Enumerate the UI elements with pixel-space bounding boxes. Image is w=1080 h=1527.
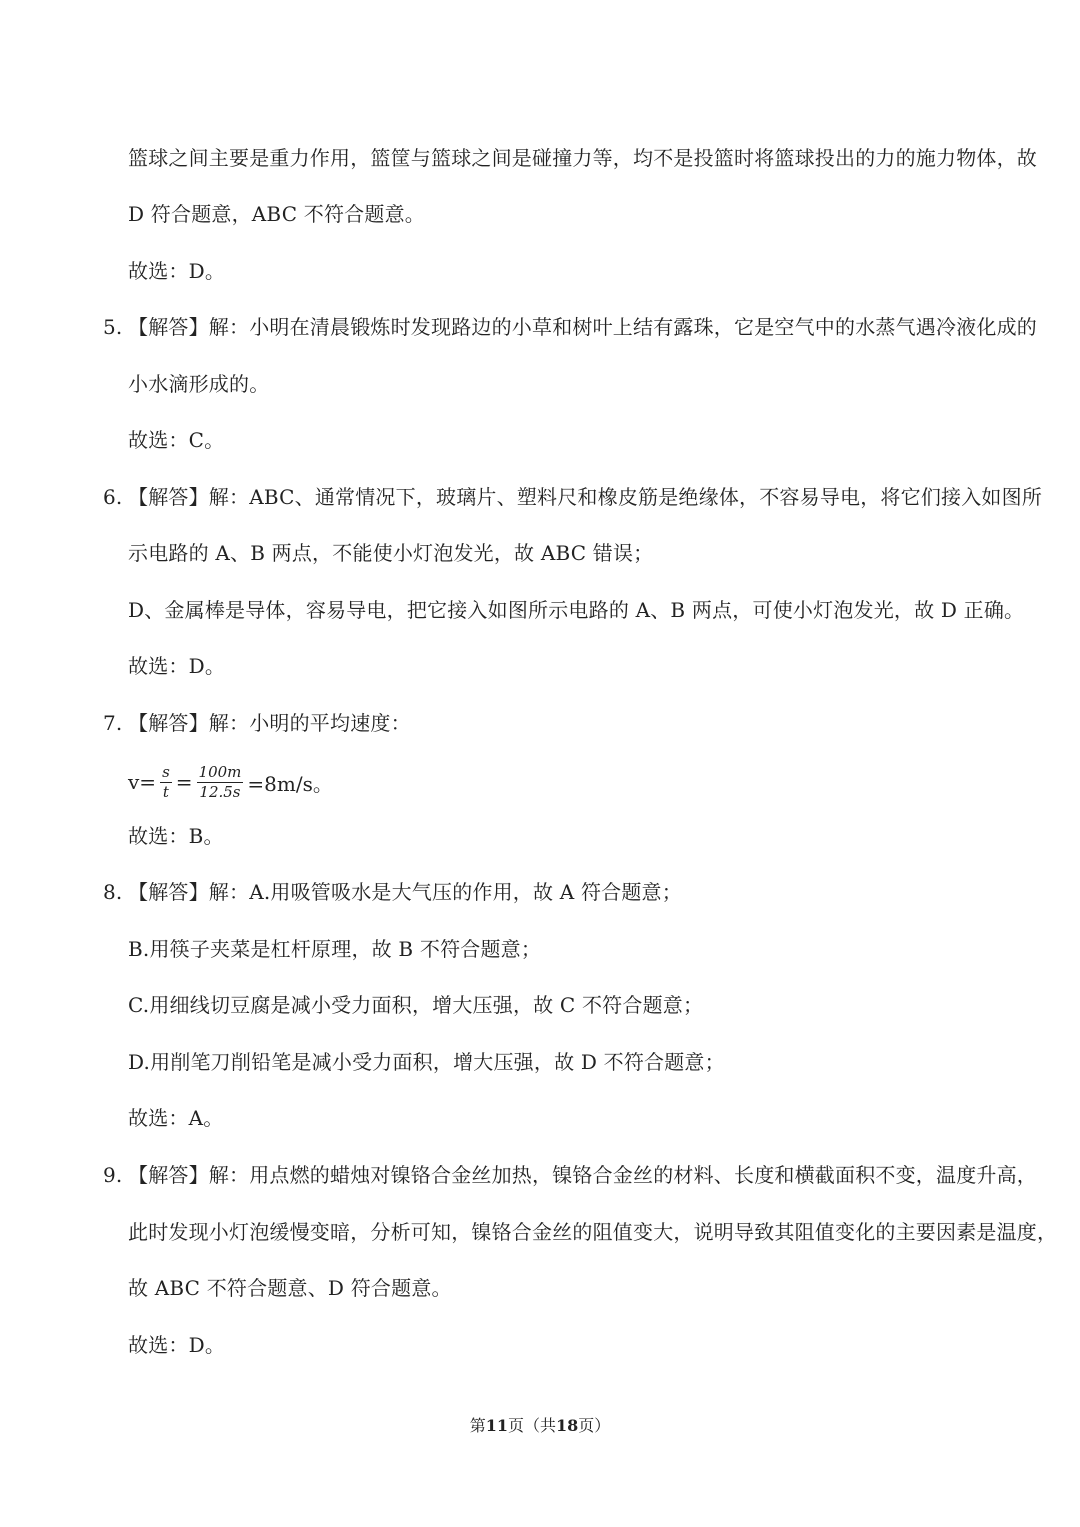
question-text: 【解答】解：ABC、通常情况下，玻璃片、塑料尺和橡皮筋是绝缘体，不容易导电，将它们接入如图所 [128, 485, 1043, 509]
answer-line: 故选：D。 [128, 654, 226, 678]
velocity-formula [128, 760, 333, 804]
fraction-numerator: s [162, 762, 170, 781]
answer-line: 故选：A。 [128, 1106, 224, 1130]
text-line: D、金属棒是导体，容易导电，把它接入如图所示电路的 A、B 两点，可使小灯泡发光，故 D 正确。 [128, 598, 1025, 622]
footer-page-number: 11 [485, 1416, 508, 1435]
text-line: 此时发现小灯泡缓慢变暗，分析可知，镍铬合金丝的阻值变大，说明导致其阻值变化的主要因素是温度， [128, 1220, 1058, 1244]
question-5-line [103, 313, 1037, 341]
question-number: 5. [103, 315, 123, 339]
text-line: C.用细线切豆腐是减小受力面积，增大压强，故 C 不符合题意； [128, 993, 704, 1017]
question-text: 【解答】解：小明的平均速度： [128, 711, 411, 735]
question-7-line [103, 709, 411, 737]
question-text: 【解答】解：用点燃的蜡烛对镍铬合金丝加热，镍铬合金丝的材料、长度和横截面积不变，温度升高， [128, 1163, 1037, 1187]
answer-line: 故选：D。 [128, 259, 226, 283]
text-line: 小水滴形成的。 [128, 372, 270, 396]
question-number: 7. [103, 711, 123, 735]
text-line: D.用削笔刀削铅笔是减小受力面积，增大压强，故 D 不符合题意； [128, 1050, 725, 1074]
question-text: 【解答】解：小明在清晨锻炼时发现路边的小草和树叶上结有露珠，它是空气中的水蒸气遇冷液化成的 [128, 315, 1037, 339]
answer-line: 故选：B。 [128, 824, 224, 848]
text-line: D 符合题意，ABC 不符合题意。 [128, 202, 425, 226]
fraction-denominator: 12.5s [199, 782, 241, 801]
page-footer [0, 1415, 1080, 1437]
fraction-denominator: t [162, 782, 169, 801]
question-8-line [103, 878, 682, 906]
footer-total-pages: 18 [556, 1416, 579, 1435]
footer-suffix: 页） [578, 1416, 611, 1435]
text-line: 示电路的 A、B 两点，不能使小灯泡发光，故 ABC 错误； [128, 541, 654, 565]
formula-result: =8m/s。 [247, 771, 333, 796]
footer-prefix: 第 [469, 1416, 486, 1435]
question-text: 【解答】解：A.用吸管吸水是大气压的作用，故 A 符合题意； [128, 880, 682, 904]
text-line: B.用筷子夹菜是杠杆原理，故 B 不符合题意； [128, 937, 542, 961]
fraction-numerator: 100m [198, 762, 242, 781]
fraction-s-over-t [160, 764, 172, 801]
question-number: 8. [103, 880, 123, 904]
formula-equals: = [175, 770, 193, 794]
text-line: 篮球之间主要是重力作用，篮筐与篮球之间是碰撞力等，均不是投篮时将篮球投出的力的施力物体，故 [128, 146, 1037, 170]
answer-line: 故选：C。 [128, 428, 225, 452]
formula-lhs: v= [128, 770, 157, 794]
footer-mid: 页（共 [507, 1416, 556, 1435]
text-line: 故 ABC 不符合题意、D 符合题意。 [128, 1276, 452, 1300]
answer-line: 故选：D。 [128, 1333, 226, 1357]
question-6-line [103, 483, 1042, 511]
question-9-line [103, 1161, 1037, 1189]
fraction-distance-over-time [197, 764, 244, 801]
question-number: 9. [103, 1163, 123, 1187]
question-number: 6. [103, 485, 123, 509]
